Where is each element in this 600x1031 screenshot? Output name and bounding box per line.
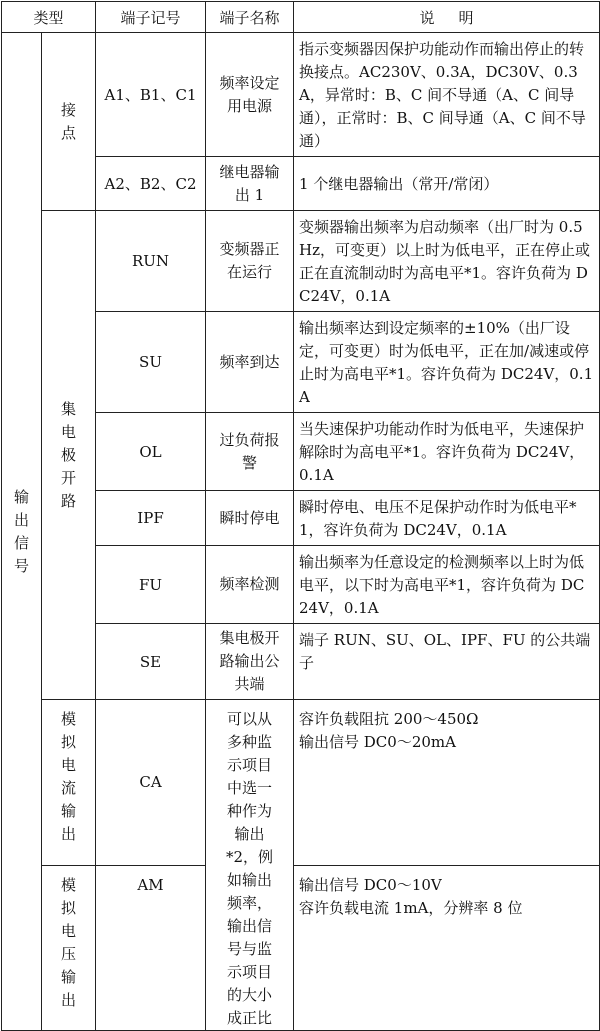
terminal-name: 瞬时停电 [206, 491, 294, 546]
desc-line: 容许负载阻抗 200～450Ω [299, 710, 479, 728]
header-code: 端子记号 [96, 2, 206, 33]
terminal-desc: 输出频率达到设定频率的±10%（出厂设定，可变更）时为低电平，正在加/减速或停止时为高电平*1。容许负荷为 DC24V，0.1A [294, 312, 600, 413]
terminal-table [1, 1, 600, 1031]
terminal-desc: 端子 RUN、SU、OL、IPF、FU 的公共端子 [294, 624, 600, 700]
terminal-code: SU [96, 312, 206, 413]
terminal-code: RUN [96, 211, 206, 312]
terminal-desc: 1 个继电器输出（常开/常闭） [294, 157, 600, 211]
terminal-desc: 瞬时停电、电压不足保护动作时为低电平*1，容许负荷为 DC24V，0.1A [294, 491, 600, 546]
terminal-code: AM [96, 865, 206, 1031]
table-row [2, 211, 600, 312]
terminal-desc: 指示变频器因保护功能动作而输出停止的转换接点。AC230V、0.3A，DC30V、0.3A，异常时：B、C 间不导通（A、C 间导通），正常时：B、C 间导通（A、C 间不导通） [294, 33, 600, 157]
terminal-code: FU [96, 546, 206, 624]
desc-line: 输出信号 DC0～20mA [299, 733, 456, 751]
terminal-code: IPF [96, 491, 206, 546]
terminal-name: 继电器输出 1 [206, 157, 294, 211]
desc-line: 输出信号 DC0～10V [299, 875, 442, 894]
table-row [2, 33, 600, 157]
terminal-name: 频率检测 [206, 546, 294, 624]
group-contact: 接点 [42, 33, 96, 211]
group-open-collector: 集电极开路 [42, 211, 96, 700]
table-row [2, 865, 600, 1031]
table-row [2, 700, 600, 866]
header-row [2, 2, 600, 33]
terminal-name: 集电极开路输出公共端 [206, 624, 294, 700]
group-analog-current: 模拟电流输出 [42, 700, 96, 866]
terminal-desc: 当失速保护功能动作时为低电平，失速保护解除时为高电平*1。容许负荷为 DC24V，0.1A [294, 413, 600, 491]
terminal-name-shared: 可以从多种监示项目中选一种作为输出*2，例如输出频率，输出信号与监示项目的大小成正比 [206, 700, 294, 1031]
terminal-desc [294, 700, 600, 866]
terminal-desc [294, 865, 600, 1031]
terminal-code: A2、B2、C2 [96, 157, 206, 211]
group-analog-voltage: 模拟电压输出 [42, 865, 96, 1031]
terminal-name: 过负荷报警 [206, 413, 294, 491]
terminal-code: A1、B1、C1 [96, 33, 206, 157]
terminal-name: 频率设定用电源 [206, 33, 294, 157]
header-type: 类型 [2, 2, 96, 33]
terminal-name: 频率到达 [206, 312, 294, 413]
terminal-name: 变频器正在运行 [206, 211, 294, 312]
terminal-desc: 变频器输出频率为启动频率（出厂时为 0.5Hz，可变更）以上时为低电平，正在停止或正在直流制动时为高电平*1。容许负荷为 DC24V，0.1A [294, 211, 600, 312]
terminal-code: SE [96, 624, 206, 700]
header-name: 端子名称 [206, 2, 294, 33]
terminal-code: OL [96, 413, 206, 491]
desc-line: 容许负载电流 1mA，分辨率 8 位 [299, 898, 523, 917]
category-output-signal: 输出信号 [2, 33, 42, 1031]
header-explain: 说明 [294, 2, 600, 33]
terminal-desc: 输出频率为任意设定的检测频率以上时为低电平，以下时为高电平*1，容许负荷为 DC 24V，0.1A [294, 546, 600, 624]
terminal-code: CA [96, 700, 206, 866]
